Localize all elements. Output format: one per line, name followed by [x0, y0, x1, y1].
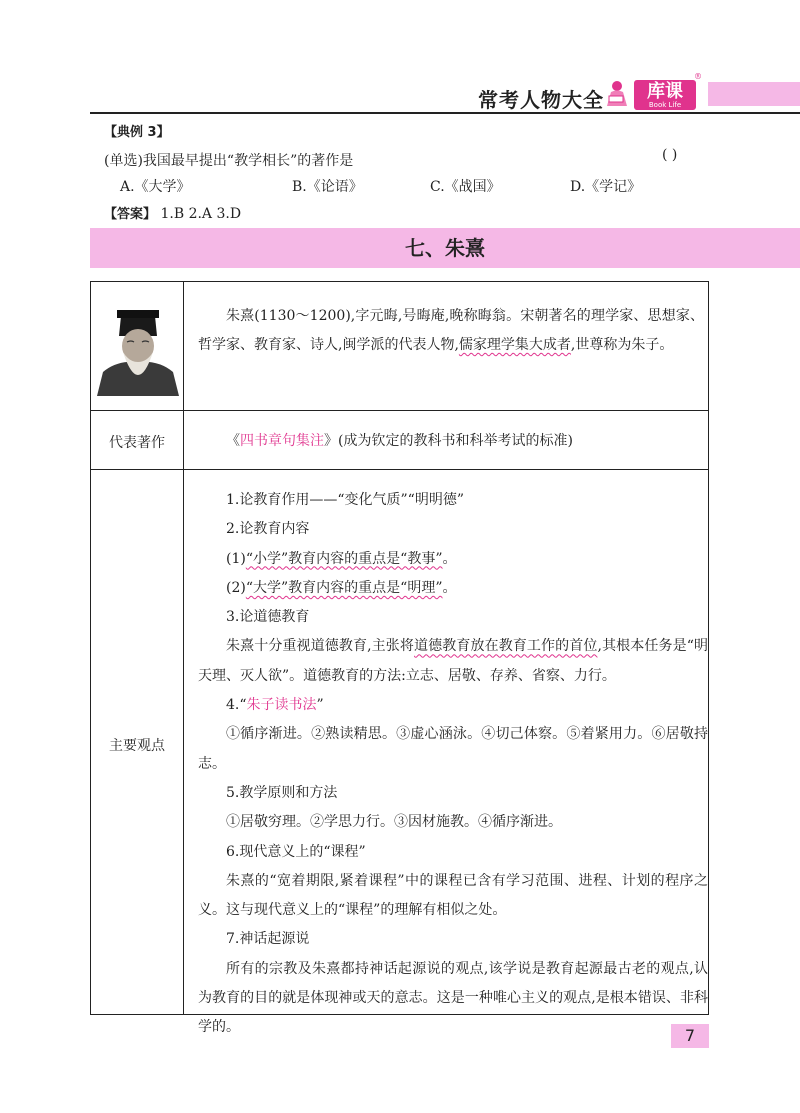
works-label: 代表著作: [109, 435, 165, 451]
views-line: 1.论教育作用——“变化气质”“明明德”: [226, 492, 464, 508]
bio-prefix: 朱熹(1130～1200),字元晦,号晦庵,晚称晦翁。宋朝著名的理学家、思想家、哲学家、教育家、诗人,闽学派的代表人物,: [198, 308, 704, 353]
views-text-part: 。: [442, 550, 457, 567]
works-close: 》: [324, 433, 338, 449]
example-block: [104, 118, 353, 176]
logo-text: 库课: [647, 81, 683, 102]
works-text: [198, 430, 573, 450]
works-note: (成为钦定的教科书和科举考试的标准): [338, 433, 573, 449]
views-line: [198, 574, 708, 603]
views-pink-term: 朱子读书法: [246, 697, 317, 714]
views-line: [198, 545, 708, 574]
registered-mark: ®: [694, 72, 702, 81]
views-highlight: “小学”教育内容的重点是“教事”: [245, 550, 443, 567]
row-divider: [91, 410, 708, 411]
reading-figure-icon: [603, 80, 629, 108]
row-divider: [91, 469, 708, 470]
views-line: 7.神话起源说: [226, 931, 310, 948]
works-title: 四书章句集注: [240, 433, 324, 449]
views-line: [198, 632, 708, 691]
views-line: 6.现代意义上的“课程”: [226, 843, 366, 860]
zhu-xi-portrait: [97, 302, 179, 396]
answer-label: 【答案】: [104, 207, 157, 222]
logo-subtext: Book Life: [648, 101, 682, 109]
bio-highlight: 儒家理学集大成者: [458, 337, 571, 353]
views-text-part: 。: [442, 579, 457, 596]
views-line: 5.教学原则和方法: [226, 784, 338, 801]
views-line: ①居敬穷理。②学思力行。③因材施教。④循序渐进。: [226, 814, 562, 831]
option-list: [120, 176, 680, 196]
views-text-part: ”: [316, 697, 324, 714]
option-c: C.《战国》: [430, 179, 501, 195]
views-line: 2.论教育内容: [226, 521, 310, 538]
views-text: [198, 486, 708, 1043]
views-text-part: ,其根本任务是“明天理、灭人欲”。道德教育的方法:立志、居敬、存养、省察、力行。: [198, 638, 709, 684]
section-title: 七、朱熹: [90, 228, 800, 268]
views-text-part: 朱熹十分重视道德教育,主张将: [226, 638, 415, 655]
bio-suffix: ,世尊称为朱子。: [570, 337, 674, 353]
example-title: 【典例 3】: [104, 125, 170, 140]
views-line: ①循序渐进。②熟读精思。③虚心涵泳。④切己体察。⑤着紧用力。⑥居敬持志。: [198, 726, 708, 772]
views-line: 3.论道德教育: [226, 609, 310, 626]
answer-text: 1.B 2.A 3.D: [160, 206, 242, 222]
option-a: A.《大学》: [120, 179, 191, 195]
views-text-part: (1): [226, 550, 246, 567]
views-highlight: 道德教育放在教育工作的首位: [414, 638, 598, 655]
views-line: [198, 691, 708, 720]
option-d: D.《学记》: [570, 179, 642, 195]
header-band: [708, 82, 800, 106]
views-line: 朱熹的“宽着期限,紧着课程”中的课程已含有学习范围、进程、计划的程序之义。这与现代意义上的“课程”的理解有相似之处。: [198, 872, 708, 919]
bio-text: [198, 302, 704, 360]
header-rule: [90, 112, 800, 114]
example-question: (单选)我国最早提出“教学相长”的著作是: [104, 153, 354, 169]
works-open: 《: [226, 433, 240, 449]
info-table: [90, 281, 709, 1036]
views-label: 主要观点: [109, 738, 165, 754]
book-title: 常考人物大全: [478, 88, 604, 112]
brand-logo: [634, 80, 696, 110]
answer-paren: ( ): [662, 147, 678, 163]
views-line: 所有的宗教及朱熹都持神话起源说的观点,该学说是教育起源最古老的观点,认为教育的目的就是体现神或天的意志。这是一种唯心主义的观点,是根本错误、非科学的。: [198, 960, 708, 1036]
option-b: B.《论语》: [292, 179, 363, 195]
views-highlight: “大学”教育内容的重点是“明理”: [245, 579, 443, 596]
views-text-part: (2): [226, 579, 246, 596]
views-text-part: 4.“: [226, 697, 247, 714]
column-divider: [183, 282, 184, 1014]
page-number: 7: [671, 1024, 709, 1048]
answer-line: [104, 203, 241, 222]
